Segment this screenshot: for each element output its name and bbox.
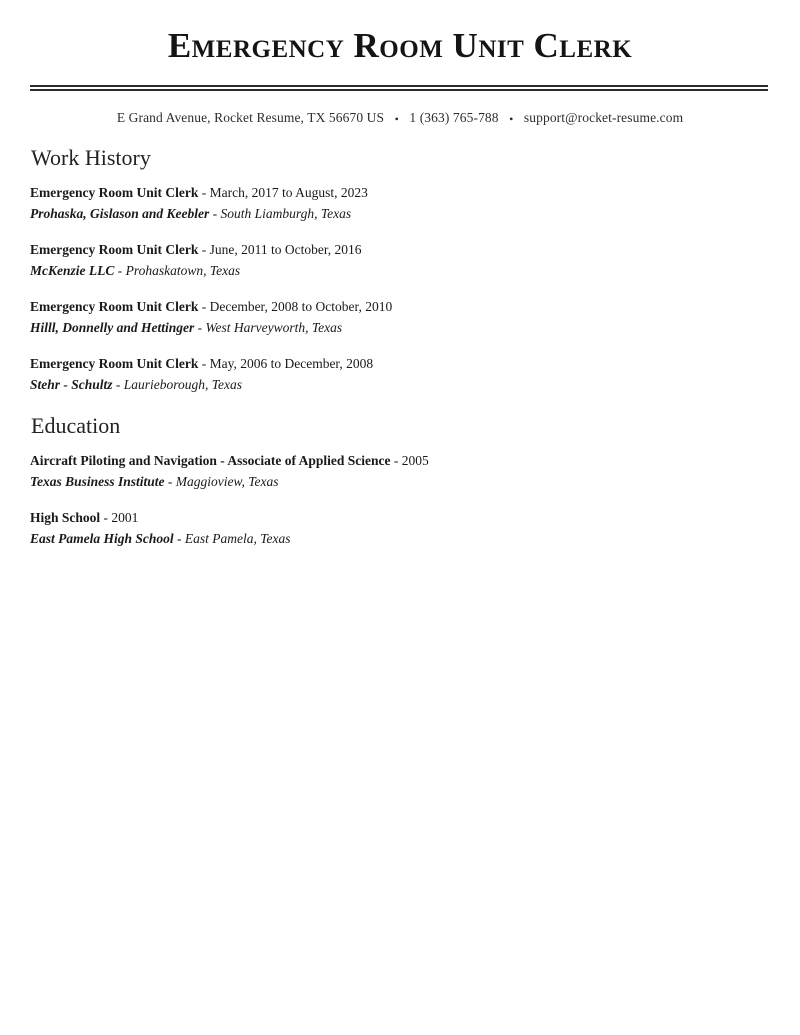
job-title: Emergency Room Unit Clerk: [30, 356, 199, 372]
job-org-dash: -: [115, 376, 121, 392]
school-location: Maggioview, Texas: [175, 473, 279, 489]
job-location: South Liamburgh, Texas: [220, 205, 352, 221]
work-entry: [30, 297, 770, 337]
school-dash: -: [177, 530, 182, 546]
work-entry-org-line: [30, 375, 770, 395]
job-organization: McKenzie LLC: [30, 262, 115, 278]
education-entry-title-line: [30, 508, 770, 528]
job-organization: Stehr - Schultz: [30, 376, 113, 392]
job-organization: Prohaska, Gislason and Keebler: [30, 205, 210, 221]
contact-line: [0, 110, 800, 126]
work-entry: [30, 183, 770, 223]
work-entry-title-line: [30, 354, 770, 374]
education-entry-title-line: [30, 451, 770, 471]
contact-separator-1: •: [394, 111, 399, 126]
section-heading: Education: [31, 412, 121, 438]
section-education: [30, 413, 770, 549]
degree-title: High School: [30, 510, 101, 526]
job-dates: June, 2011 to October, 2016: [209, 242, 362, 258]
education-entry: [30, 508, 770, 548]
work-entry-org-line: [30, 204, 770, 224]
job-title: Emergency Room Unit Clerk: [30, 299, 199, 315]
job-location: West Harveyworth, Texas: [205, 319, 343, 335]
work-entry-org-line: [30, 318, 770, 338]
section-work-history: [30, 145, 770, 395]
job-location: Prohaskatown, Texas: [125, 262, 241, 278]
education-entry: [30, 451, 770, 491]
job-dash: -: [201, 242, 207, 258]
job-dates: March, 2017 to August, 2023: [209, 185, 368, 201]
school-location: East Pamela, Texas: [184, 530, 291, 546]
job-dash: -: [201, 356, 207, 372]
degree-year: 2001: [111, 510, 139, 526]
education-entry-org-line: [30, 529, 770, 549]
job-title: Emergency Room Unit Clerk: [30, 242, 199, 258]
job-organization: Hilll, Donnelly and Hettinger: [30, 319, 195, 335]
work-entry: [30, 354, 770, 394]
contact-address: E Grand Avenue, Rocket Resume, TX 56670 US: [116, 110, 385, 126]
education-entry-org-line: [30, 472, 770, 492]
work-entry-title-line: [30, 183, 770, 203]
degree-title: Aircraft Piloting and Navigation - Associate of Applied Science: [30, 452, 391, 468]
contact-separator-2: •: [509, 111, 514, 126]
contact-email: support@rocket-resume.com: [523, 110, 684, 126]
school-dash: -: [167, 473, 173, 489]
page-title: Emergency Room Unit Clerk: [167, 26, 633, 65]
job-dash: -: [201, 185, 207, 201]
job-dates: December, 2008 to October, 2010: [209, 299, 393, 315]
work-entry-title-line: [30, 240, 770, 260]
divider-line-bottom: [30, 89, 768, 91]
work-entry: [30, 240, 770, 280]
resume-body: [0, 145, 800, 549]
job-org-dash: -: [197, 319, 203, 335]
school-name: East Pamela High School: [30, 530, 174, 546]
job-org-dash: -: [117, 262, 123, 278]
resume-header: [0, 0, 800, 127]
job-dates: May, 2006 to December, 2008: [209, 356, 374, 372]
job-location: Laurieborough, Texas: [123, 376, 243, 392]
job-dash: -: [201, 299, 207, 315]
school-name: Texas Business Institute: [30, 473, 165, 489]
degree-year: 2005: [401, 452, 429, 468]
contact-phone: 1 (363) 765-788: [409, 110, 499, 126]
degree-dash: -: [393, 452, 399, 468]
work-entry-title-line: [30, 297, 770, 317]
work-entry-org-line: [30, 261, 770, 281]
degree-dash: -: [103, 510, 109, 526]
section-heading: Work History: [31, 144, 151, 170]
job-title: Emergency Room Unit Clerk: [30, 185, 199, 201]
job-org-dash: -: [212, 205, 218, 221]
header-divider: [30, 85, 768, 91]
